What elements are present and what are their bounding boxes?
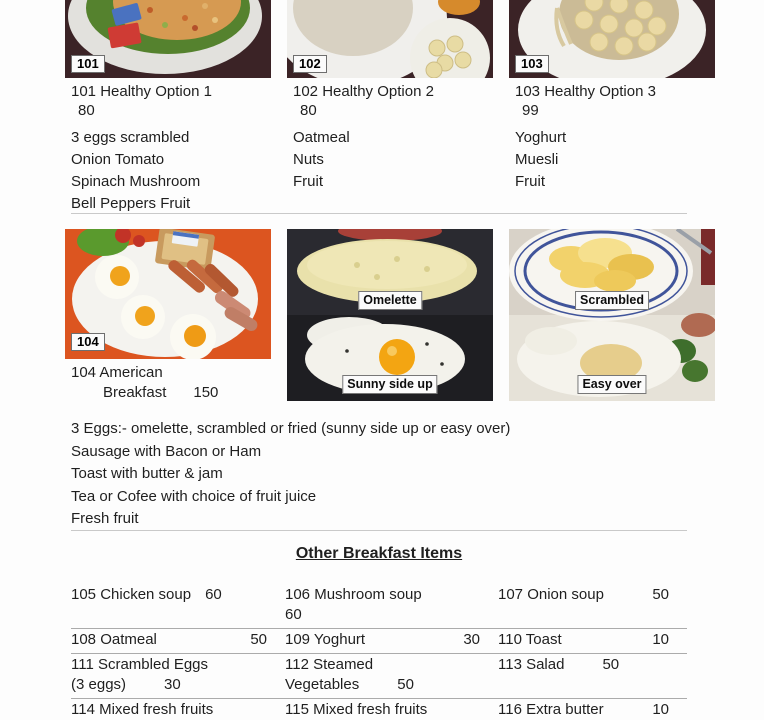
menu-item-line bbox=[285, 585, 498, 605]
photo-scrambled-easy-over bbox=[509, 229, 715, 401]
menu-item-cell bbox=[498, 700, 687, 720]
menu-item-line bbox=[71, 700, 285, 720]
item-label: 109 Yoghurt bbox=[285, 631, 366, 648]
item-price: 50 bbox=[397, 676, 414, 693]
item-label: 110 Toast bbox=[498, 631, 562, 648]
menu-item-line bbox=[285, 605, 498, 625]
menu-detail-line: Sausage with Bacon or Ham bbox=[71, 442, 262, 460]
menu-item-cell bbox=[285, 700, 498, 720]
menu-detail-line: Fruit bbox=[293, 173, 323, 190]
menu-detail-line: Toast with butter & jam bbox=[71, 465, 223, 482]
egg-style-tag-easy-over: Easy over bbox=[577, 375, 646, 394]
table-row bbox=[71, 698, 687, 720]
item-title: 102 Healthy Option 2 bbox=[293, 83, 434, 100]
egg-style-tag-omelette: Omelette bbox=[358, 291, 422, 310]
menu-item-line bbox=[498, 585, 687, 605]
menu-item-cell bbox=[285, 585, 498, 625]
menu-item-cell bbox=[498, 630, 687, 650]
caption-line-1: 104 American bbox=[71, 364, 163, 381]
item-label: 60 bbox=[285, 606, 302, 623]
other-breakfast-items-heading: Other Breakfast Items bbox=[295, 545, 463, 562]
menu-item-cell bbox=[285, 655, 498, 695]
menu-detail-line: Spinach Mushroom bbox=[71, 173, 201, 190]
item-label: 113 Salad bbox=[498, 656, 565, 673]
menu-item-cell bbox=[71, 630, 285, 650]
other-items-table bbox=[71, 584, 687, 720]
menu-item-line bbox=[71, 675, 285, 695]
table-row bbox=[71, 584, 687, 628]
item-price: 50 bbox=[250, 631, 267, 648]
american-breakfast-card bbox=[65, 229, 271, 403]
photo-number-badge: 101 bbox=[71, 55, 105, 73]
item-price: 30 bbox=[164, 676, 181, 693]
american-breakfast-caption bbox=[71, 363, 271, 403]
menu-detail-line: Fruit bbox=[515, 173, 545, 190]
menu-item-line bbox=[71, 585, 285, 605]
photo-omelette-sunny-side-up bbox=[287, 229, 493, 401]
egg-style-tag-sunny-side-up: Sunny side up bbox=[342, 375, 437, 394]
table-row bbox=[71, 653, 687, 698]
item-detail-list bbox=[515, 127, 715, 193]
menu-card-102 bbox=[287, 0, 493, 215]
item-label: 107 Onion soup bbox=[498, 586, 604, 603]
menu-item-cell bbox=[71, 655, 285, 695]
egg-style-tag-scrambled: Scrambled bbox=[575, 291, 649, 310]
menu-card-103 bbox=[509, 0, 715, 215]
item-label: Vegetables bbox=[285, 676, 360, 693]
menu-detail-line: Nuts bbox=[293, 151, 324, 168]
menu-item-line bbox=[285, 700, 498, 720]
item-price: 60 bbox=[205, 586, 222, 603]
item-label: 112 Steamed bbox=[285, 656, 374, 673]
menu-item-line bbox=[498, 700, 687, 720]
menu-detail-line: Tea or Cofee with choice of fruit juice bbox=[71, 487, 317, 505]
photo-healthy-option-3 bbox=[509, 0, 715, 78]
item-label: 114 Mixed fresh fruits bbox=[71, 701, 214, 718]
menu-item-line bbox=[498, 655, 687, 675]
item-price: 50 bbox=[602, 656, 620, 673]
item-price: 50 bbox=[652, 586, 669, 603]
menu-detail-line: 3 eggs scrambled bbox=[71, 129, 190, 146]
item-label: 111 Scrambled Eggs bbox=[71, 656, 209, 673]
photo-healthy-option-2 bbox=[287, 0, 493, 78]
menu-item-line bbox=[71, 630, 285, 650]
item-label: 105 Chicken soup bbox=[71, 586, 192, 603]
menu-detail-line: Oatmeal bbox=[293, 129, 350, 146]
item-price: 10 bbox=[652, 631, 669, 648]
menu-item-cell bbox=[71, 700, 285, 720]
menu-item-cell bbox=[498, 585, 687, 625]
american-breakfast-section bbox=[65, 229, 715, 403]
menu-item-line bbox=[285, 675, 498, 695]
section-divider bbox=[71, 530, 687, 531]
item-label: 116 Extra butter bbox=[498, 701, 604, 718]
item-price: 99 bbox=[522, 102, 539, 119]
caption-line-2 bbox=[71, 383, 271, 403]
item-detail-list bbox=[293, 127, 493, 193]
menu-item-cell bbox=[285, 630, 498, 650]
item-price: 80 bbox=[78, 102, 95, 119]
menu-card-101 bbox=[65, 0, 271, 215]
item-label: 115 Mixed fresh fruits bbox=[285, 701, 428, 718]
menu-item-line bbox=[498, 630, 687, 650]
photo-number-badge: 103 bbox=[515, 55, 549, 73]
photo-number-badge: 102 bbox=[293, 55, 327, 73]
caption-word: Breakfast bbox=[103, 384, 167, 401]
photo-number-badge: 104 bbox=[71, 333, 105, 351]
menu-detail-line: Fresh fruit bbox=[71, 510, 139, 527]
table-row bbox=[71, 628, 687, 653]
photo-american-breakfast bbox=[65, 229, 271, 359]
item-label: 106 Mushroom soup bbox=[285, 586, 422, 603]
healthy-options-section bbox=[65, 0, 715, 215]
photo-healthy-option-1 bbox=[65, 0, 271, 78]
item-detail-list bbox=[71, 127, 271, 215]
menu-detail-line: Muesli bbox=[515, 151, 559, 168]
menu-item-line bbox=[285, 630, 498, 650]
item-price: 150 bbox=[193, 384, 219, 401]
item-title: 101 Healthy Option 1 bbox=[71, 83, 212, 100]
item-title: 103 Healthy Option 3 bbox=[515, 83, 656, 100]
section-divider bbox=[71, 213, 687, 214]
menu-item-line bbox=[285, 655, 498, 675]
item-label: (3 eggs) bbox=[71, 676, 127, 693]
menu-item-cell bbox=[498, 655, 687, 695]
item-label: 108 Oatmeal bbox=[71, 631, 157, 648]
menu-detail-line: Yoghurt bbox=[515, 129, 567, 146]
menu-detail-line: Onion Tomato bbox=[71, 151, 165, 168]
menu-detail-line: Bell Peppers Fruit bbox=[71, 195, 191, 212]
item-price: 10 bbox=[652, 701, 669, 718]
menu-item-line bbox=[71, 655, 285, 675]
item-price: 80 bbox=[300, 102, 317, 119]
american-breakfast-description bbox=[71, 418, 711, 531]
item-price: 30 bbox=[463, 631, 480, 648]
menu-detail-line: 3 Eggs:- omelette, scrambled or fried (sunny side up or easy over) bbox=[71, 420, 511, 437]
menu-item-cell bbox=[71, 585, 285, 625]
